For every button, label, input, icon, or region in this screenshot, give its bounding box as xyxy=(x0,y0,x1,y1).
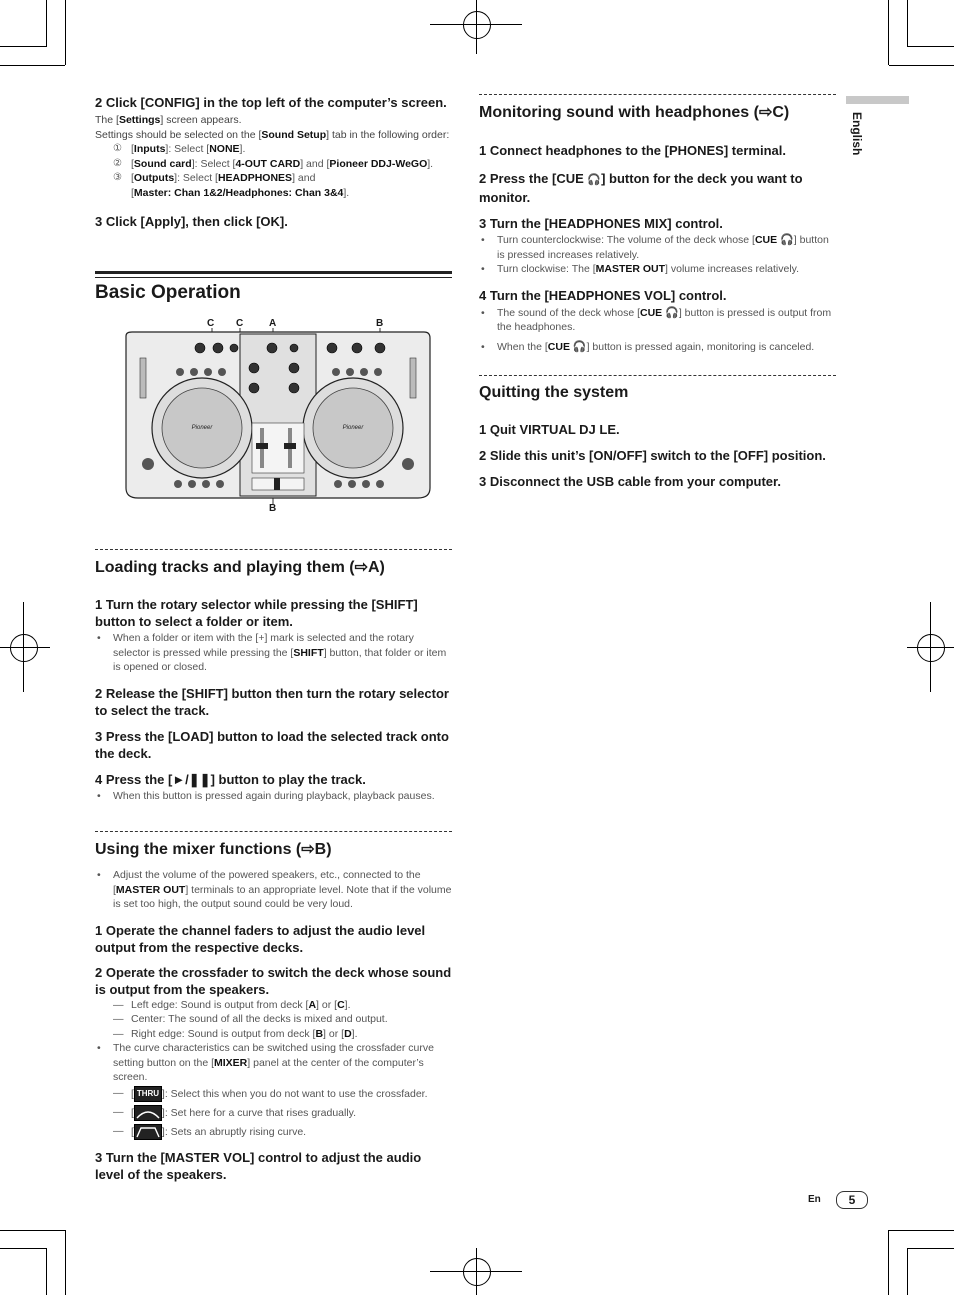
load-step-4: 4 Press the [►/❚❚] button to play the track. xyxy=(95,771,366,787)
crossfader-right-edge: — Right edge: Sound is output from deck [B] or [D]. xyxy=(95,1027,452,1042)
quit-step-3: 3 Disconnect the USB cable from your computer. xyxy=(479,474,781,489)
diagram-label-c1: C xyxy=(207,318,215,329)
load-step-2: 2 Release the [SHIFT] button then turn the rotary selector to select the track. xyxy=(95,685,449,718)
left-jog-wheel xyxy=(152,378,252,478)
curve-note: • The curve characteristics can be switched using the crossfader curve setting button on the [MIXER] panel at the center of the computer’s screen. xyxy=(95,1041,452,1085)
crossfader-left-edge: — Left edge: Sound is output from deck [A] or [C]. xyxy=(95,998,452,1013)
load-step-1-note: • When a folder or item with the [+] mark is selected and the rotary selector is pressed while pressing the [SHIFT] button, that folder or item is opened or closed. xyxy=(95,631,452,675)
quit-step-2: 2 Slide this unit’s [ON/OFF] switch to the [OFF] position. xyxy=(479,448,826,463)
brand-logo-right: Pioneer xyxy=(342,425,364,431)
brand-logo-left: Pioneer xyxy=(191,425,213,431)
quit-step-1: 1 Quit VIRTUAL DJ LE. xyxy=(479,422,620,437)
curve-thru: — [ THRU ]: Select this when you do not want to use the crossfader. xyxy=(95,1086,452,1102)
headphones-icon: 🎧 xyxy=(587,174,602,186)
load-step-1: 1 Turn the rotary selector while pressing the [SHIFT] button to select a folder or item. xyxy=(95,597,418,629)
option-sound-card: ② [Sound card]: Select [4-OUT CARD] and [Pioneer DDJ-WeGO]. xyxy=(113,157,434,170)
diagram-label-c2: C xyxy=(236,318,244,329)
option-outputs: ③ [Outputs]: Select [HEADPHONES] and xyxy=(113,172,316,184)
headphones-icon: 🎧 xyxy=(665,306,679,319)
right-jog-wheel xyxy=(303,378,403,478)
mixer-step-2: 2 Operate the crossfader to switch the deck whose sound is output from the speakers. xyxy=(95,964,452,997)
gradual-curve-icon xyxy=(134,1105,162,1121)
quitting-section-title: Quitting the system xyxy=(479,384,629,401)
language-tab-bar xyxy=(846,96,909,104)
headphones-mix-cw: • Turn clockwise: The [MASTER OUT] volume increases relatively. xyxy=(479,262,836,277)
headphones-mix-ccw: • Turn counterclockwise: The volume of the deck whose [CUE 🎧] button is pressed increases relatively. xyxy=(479,233,836,262)
mixer-step-3: 3 Turn the [MASTER VOL] control to adjust the audio level of the speakers. xyxy=(95,1149,422,1182)
left-column xyxy=(95,94,452,230)
mixer-section-title: Using the mixer functions (⇨B) xyxy=(95,841,332,858)
apply-step: 3 Click [Apply], then click [OK]. xyxy=(95,214,288,229)
page-number: 5 xyxy=(836,1191,868,1209)
footer-language: En xyxy=(808,1194,821,1205)
diagram-label-b-top: B xyxy=(376,318,384,329)
monitor-step-4: 4 Turn the [HEADPHONES VOL] control. xyxy=(479,287,727,303)
controller-diagram xyxy=(122,328,434,506)
option-inputs: ① [Inputs]: Select [NONE]. xyxy=(113,143,246,155)
settings-appears-text: The [Settings] screen appears. xyxy=(95,114,242,126)
headphones-vol-note-2: • When the [CUE 🎧] button is pressed again, monitoring is canceled. xyxy=(479,340,836,355)
sharp-curve-icon xyxy=(134,1124,162,1140)
curve-gradual: — [ ]: Set here for a curve that rises gradually. xyxy=(95,1105,452,1121)
mixer-volume-note: • Adjust the volume of the powered speakers, etc., connected to the [MASTER OUT] terminals to an appropriate level. Note that if the volume is set too high, the output sound could be very loud. xyxy=(95,868,452,912)
headphones-vol-note-1: • The sound of the deck whose [CUE 🎧] button is pressed is output from the headphones. xyxy=(479,306,836,335)
diagram-label-b-bottom: B xyxy=(269,503,277,514)
config-step: 2 Click [CONFIG] in the top left of the computer’s screen. xyxy=(95,95,447,110)
monitor-step-3: 3 Turn the [HEADPHONES MIX] control. xyxy=(479,216,723,231)
diagram-label-a: A xyxy=(269,318,277,329)
monitor-step-2: 2 Press the [CUE 🎧] button for the deck you want to monitor. xyxy=(479,171,803,205)
headphones-icon: 🎧 xyxy=(572,340,587,353)
basic-operation-title: Basic Operation xyxy=(95,282,241,303)
mixer-step-1: 1 Operate the channel faders to adjust the audio level output from the respective decks. xyxy=(95,922,426,955)
headphones-icon: 🎧 xyxy=(780,234,794,246)
language-tab: English xyxy=(850,112,864,156)
curve-sharp: — [ ]: Sets an abruptly rising curve. xyxy=(95,1124,452,1140)
monitor-step-1: 1 Connect headphones to the [PHONES] terminal. xyxy=(479,143,786,158)
loading-section-title: Loading tracks and playing them (⇨A) xyxy=(95,559,385,576)
option-outputs-detail: [Master: Chan 1&2/Headphones: Chan 3&4]. xyxy=(131,186,350,199)
thru-icon: THRU xyxy=(134,1086,162,1102)
load-step-4-note: • When this button is pressed again during playback, playback pauses. xyxy=(95,789,452,804)
settings-order-text: Settings should be selected on the [Sound Setup] tab in the following order: xyxy=(95,128,450,141)
monitoring-section-title: Monitoring sound with headphones (⇨C) xyxy=(479,104,790,121)
load-step-3: 3 Press the [LOAD] button to load the selected track onto the deck. xyxy=(95,728,449,761)
crossfader-center: — Center: The sound of all the decks is mixed and output. xyxy=(95,1012,452,1027)
